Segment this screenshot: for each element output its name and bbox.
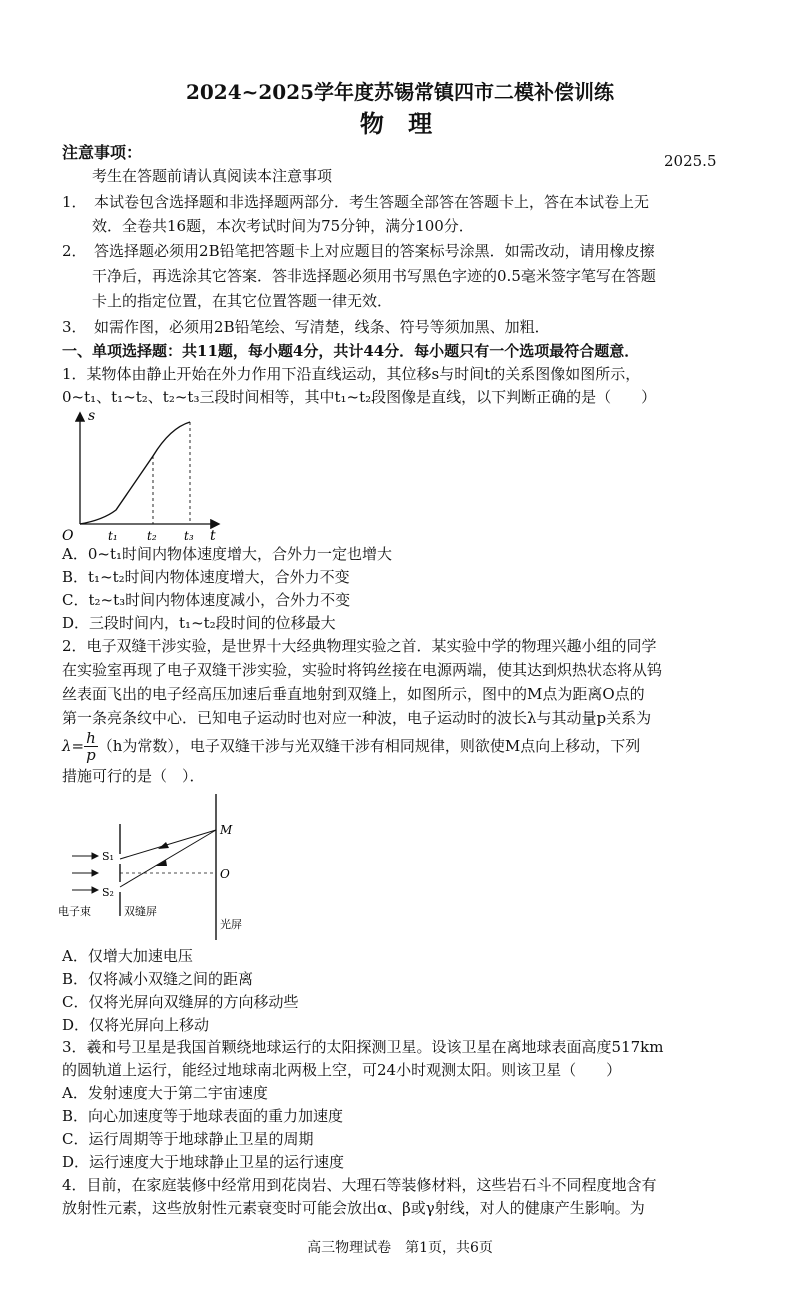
q1-st-graph xyxy=(58,406,228,546)
ray-arrowhead-1 xyxy=(158,842,169,849)
t2-label: t₂ xyxy=(147,529,157,543)
q3-option-c[interactable]: C．运行周期等于地球静止卫星的周期 xyxy=(62,1130,314,1148)
q2-option-c[interactable]: C．仅将光屏向双缝屏的方向移动些 xyxy=(62,993,299,1011)
q3-stem-b: 的圆轨道上运行，能经过地球南北两极上空，可24小时观测太阳。则该卫星（ ） xyxy=(62,1061,622,1079)
q2-stem-c: 丝表面飞出的电子经高压加速后垂直地射到双缝上，如图所示，图中的M点为距离O点的 xyxy=(62,685,645,703)
screen-label: 光屏 xyxy=(220,918,242,931)
page-footer: 高三物理试卷 第1页，共6页 xyxy=(307,1240,493,1256)
s2-label: S₂ xyxy=(102,886,114,899)
notes-item-3: 3． 如需作图，必须用2B铅笔绘、写清楚，线条、符号等须加黑、加粗． xyxy=(62,318,550,336)
notes-item-2b: 干净后，再选涂其它答案．答非选择题必须用书写黑色字迹的0.5毫米签字笔写在答题 xyxy=(92,267,656,285)
q2-option-d[interactable]: D．仅将光屏向上移动 xyxy=(62,1016,210,1034)
s-label: s xyxy=(88,408,96,424)
q2-double-slit-diagram xyxy=(58,794,248,944)
q2-formula-line xyxy=(62,726,640,766)
o-label: O xyxy=(220,867,230,881)
t-label: t xyxy=(210,528,216,544)
q3-stem-a: 3．羲和号卫星是我国首颗绕地球运行的太阳探测卫星。设该卫星在离地球表面高度517km xyxy=(62,1038,664,1056)
q3-option-b[interactable]: B．向心加速度等于地球表面的重力加速度 xyxy=(62,1107,344,1125)
q1-stem-a: 1．某物体由静止开始在外力作用下沿直线运动，其位移s与时间t的关系图像如图所示， xyxy=(62,365,641,383)
notes-item-1a: 1． 本试卷包含选择题和非选择题两部分．考生答题全部答在答题卡上，答在本试卷上无 xyxy=(62,193,650,211)
q2-stem-b: 在实验室再现了电子双缝干涉实验，实验时将钨丝接在电源两端，使其达到炽热状态将从钨 xyxy=(62,661,663,679)
q2-stem-e: （h为常数），电子双缝干涉与光双缝干涉有相同规律，则欲使M点向上移动，下列 xyxy=(97,737,641,755)
t1-label: t₁ xyxy=(108,529,118,543)
s1-label: S₁ xyxy=(102,850,114,863)
ray-from-s2 xyxy=(120,830,216,887)
q1-option-a[interactable]: A．0~t₁时间内物体速度增大，合外力一定也增大 xyxy=(62,545,392,563)
q1-option-b[interactable]: B．t₁~t₂时间内物体速度增大，合外力不变 xyxy=(62,568,350,586)
notes-heading: 注意事项： xyxy=(62,143,143,162)
q2-option-a[interactable]: A．仅增大加速电压 xyxy=(62,947,193,965)
beam-label: 电子束 xyxy=(58,905,91,918)
notes-intro: 考生在答题前请认真阅读本注意事项 xyxy=(92,167,333,185)
q2-stem-f: 措施可行的是（ ）． xyxy=(62,767,205,785)
slit-label: 双缝屏 xyxy=(124,905,157,918)
q1-option-c[interactable]: C．t₂~t₃时间内物体速度减小，合外力不变 xyxy=(62,591,351,609)
ray-arrowhead-2 xyxy=(156,860,167,866)
formula-fraction xyxy=(84,730,98,763)
t3-label: t₃ xyxy=(184,529,194,543)
exam-date: 2025.5 xyxy=(664,152,717,170)
formula-lhs: λ= xyxy=(62,737,85,755)
m-label: M xyxy=(220,823,233,837)
section-heading: 一、单项选择题：共11题，每小题4分，共计44分．每小题只有一个选项最符合题意． xyxy=(62,342,640,360)
q2-option-b[interactable]: B．仅将减小双缝之间的距离 xyxy=(62,970,254,988)
formula-numerator: h xyxy=(86,728,96,747)
notes-item-1b: 效．全卷共16题，本次考试时间为75分钟，满分100分． xyxy=(92,217,474,235)
subject-title: 物 理 xyxy=(359,109,441,138)
q3-option-a[interactable]: A．发射速度大于第二宇宙速度 xyxy=(62,1084,268,1102)
q2-stem-d: 第一条亮条纹中心．已知电子运动时也对应一种波，电子运动时的波长λ与其动量p关系为 xyxy=(62,709,652,727)
q1-stem-b: 0~t₁、t₁~t₂、t₂~t₃三段时间相等，其中t₁~t₂段图像是直线，以下判断正确的是（ ） xyxy=(62,388,657,406)
notes-item-2c: 卡上的指定位置，在其它位置答题一律无效． xyxy=(92,292,393,310)
q2-stem-a: 2．电子双缝干涉实验，是世界十大经典物理实验之首．某实验中学的物理兴趣小组的同学 xyxy=(62,637,657,655)
q3-option-d[interactable]: D．运行速度大于地球静止卫星的运行速度 xyxy=(62,1153,345,1171)
exam-title: 2024~2025学年度苏锡常镇四市二模补偿训练 xyxy=(185,80,615,104)
formula-denominator: p xyxy=(86,745,96,764)
q1-option-d[interactable]: D．三段时间内，t₁~t₂段时间的位移最大 xyxy=(62,614,336,632)
origin-label: O xyxy=(62,528,74,544)
s-t-curve xyxy=(80,422,190,524)
notes-item-2a: 2． 答选择题必须用2B铅笔把答题卡上对应题目的答案标号涂黑．如需改动，请用橡皮擦 xyxy=(62,242,655,260)
q4-stem-a: 4．目前，在家庭装修中经常用到花岗岩、大理石等装修材料，这些岩石斗不同程度地含有 xyxy=(62,1176,657,1194)
ray-from-s1 xyxy=(120,830,216,859)
q4-stem-b: 放射性元素，这些放射性元素衰变时可能会放出α、β或γ射线，对人的健康产生影响。为 xyxy=(62,1199,645,1217)
